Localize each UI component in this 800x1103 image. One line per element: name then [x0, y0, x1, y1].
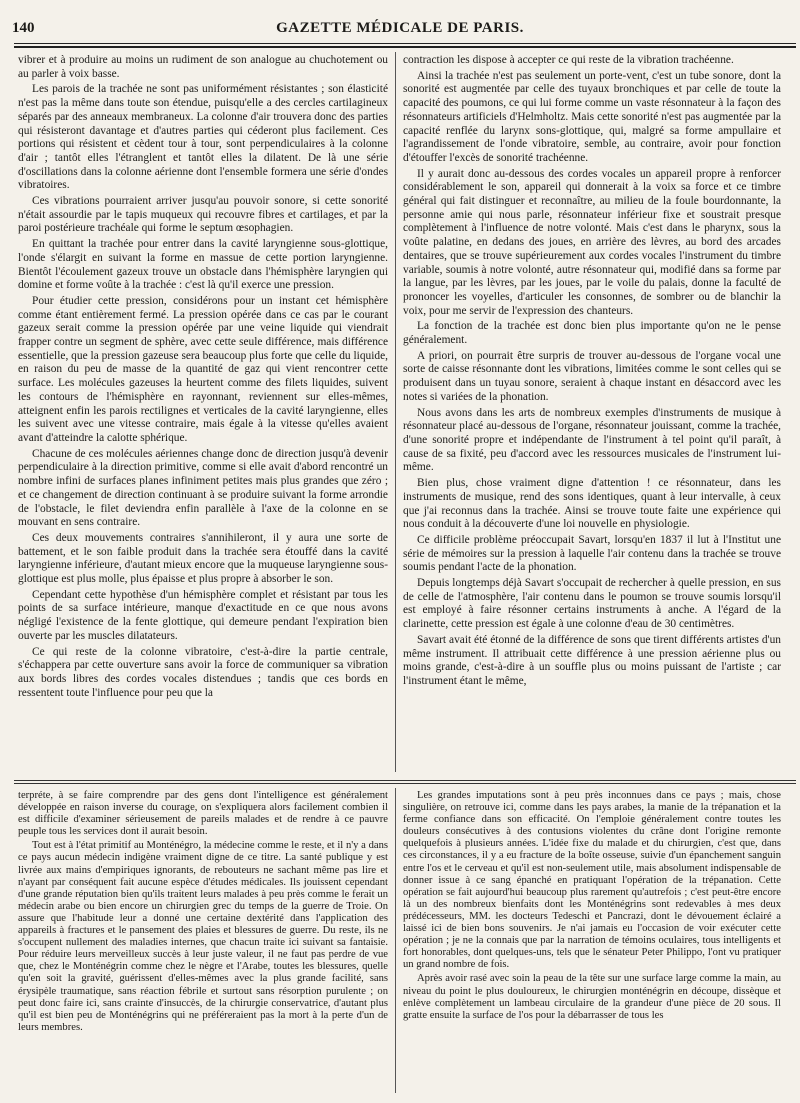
paragraph: Ces deux mouvements contraires s'annihileront, il y aura une sorte de battement, et le son faible produit dans la trachée sera étouffé dans la cavité laryngienne inférieure, d'autant mieux encore que la muqueuse laryngienne sous-glottique est plus molle, plus épaisse et plus propre à absorber le son.	[18, 531, 388, 586]
paragraph: Ce difficile problème préoccupait Savart, lorsqu'en 1837 il lut à l'Institut une série de mémoires sur la pression à laquelle l'air contenu dans la trachée se trouve soumis pendant l'acte de la phonation.	[403, 533, 781, 574]
top-left-column	[18, 54, 388, 772]
page-header	[0, 14, 800, 44]
section-rule-double	[14, 783, 796, 784]
paragraph: Après avoir rasé avec soin la peau de la tête sur une surface large comme la main, au niveau du point le plus douloureux, le chirurgien monténégrin en découpe, dissèque et enlève complètement un lambeau circulaire de la grandeur d'une pièce de 20 sous. Il gratte ensuite la surface de l'os pour la débarrasser de tous les	[403, 973, 781, 1021]
paragraph: Ces vibrations pourraient arriver jusqu'au pouvoir sonore, si cette sonorité n'était assourdie par le tapis muqueux qui recouvre fibres et cartilages, et par la paroi postérieure trachéale qui forme le septum œsophagien.	[18, 195, 388, 235]
paragraph: Les parois de la trachée ne sont pas uniformément résistantes ; son élasticité n'est pas la même dans toute son étendue, puisqu'elle a des cercles cartilagineux séparés par des anneaux membraneux. La colonne d'air trouvera donc des parties qui résisteront davantage et d'autres parties qui céderont plus facilement. Ces portions qui résistent et cèdent tour à tour, sont perpendiculaires à la colonne d'air ; tantôt elles l'étranglent et tantôt elles la dilatent. De là une série d'oscillations dans la colonne aérienne dont l'ensemble formera une série d'ondes vibratoires.	[18, 83, 388, 192]
paragraph: Savart avait été étonné de la différence de sons que tirent différents artistes d'un même instrument. Il attribuait cette différence à une pression aérienne plus ou moins grande, c'est-à-dire à un souffle plus ou moins puissant de l'artiste ; car l'instrument étant le même,	[403, 633, 781, 687]
feuilleton-left-column	[18, 790, 388, 1095]
paragraph: Ainsi la trachée n'est pas seulement un porte-vent, c'est un tube sonore, dont la sonorité est augmentée par celle des tuyaux bronchiques et par celle de toute la capacité des poumons, ce qui lui forme comme un vaste résonnateur à la façon des résonnateurs artificiels d'Helmholtz. Mais cette sonorité n'est pas augmentée par la capacité renflée du larynx sons-glottique, qui, malgré sa forme ampullaire et l'agrandissement de l'onde vibratoire, semble, au contraire, avoir pour fonction d'étouffer l'excès de sonorité trachéenne.	[403, 69, 781, 164]
column-divider	[395, 52, 396, 772]
paragraph: Bien plus, chose vraiment digne d'attention ! ce résonnateur, dans les instruments de musique, rend des sons identiques, quant à leur intervalle, à ceux que j'ai reconnus dans la trachée. Ainsi se trouve toute faite une expérience qui nous conduit à la découverte d'une loi nouvelle en physiologie.	[403, 477, 781, 531]
paragraph: A priori, on pourrait être surpris de trouver au-dessous de l'organe vocal une sorte de caisse résonnante dont les vibrations, limitées comme le sont celles qui se produisent dans un tuyau sonore, seraient à chaque instant en désaccord avec les notes si variées de la phonation.	[403, 349, 781, 403]
paragraph: contraction les dispose à accepter ce qui reste de la vibration trachéenne.	[403, 54, 734, 66]
paragraph: Les grandes imputations sont à peu près inconnues dans ce pays ; mais, chose singulière, on retrouve ici, comme dans les pays arabes, la manie de la trépanation et la ferme confiance dans son efficacité. On l'emploie généralement contre toutes les douleurs consécutives à des contusions violentes du crâne dont l'origine remonte quelquefois à plusieurs années. L'idée fixe du malade et du chirurgien, c'est que, dans ces circonstances, il y a eu fracture de la boîte osseuse, suivie d'un épanchement sanguin entre l'os et le cerveau et qu'il est non-seulement utile, mais absolument indispensable de donner issue à ce sang épanché en pratiquant l'opération de la trépanation. Cette opération se fait aujourd'hui beaucoup plus rarement qu'autrefois ; c'est peut-être encore là un des nombreux bienfaits dont les Monténégrins sont redevables à mes deux prédécesseurs, MM. les docteurs Tedeschi et Pancrazi, dont le dévouement éclairé a laissé ici de bien bons souvenirs. Je n'ai jamais eu l'occasion de voir exécuter cette opération ; je ne la connais que par la narration de témoins oculaires, tous intelligents et fort honorables, dont quelques-uns, tels que le sénateur Peter Philippo, l'ont vu pratiquer un grand nombre de fois.	[403, 790, 781, 971]
page-number: 140	[12, 20, 35, 36]
paragraph: Il y aurait donc au-dessous des cordes vocales un appareil propre à renforcer considérablement le son, appareil qui donnerait à la voix sa force et ce timbre général qui fait distinguer et reconnaître, au milieu de la foule bourdonnante, la personne amie qui nous parle, résonnateur inférieur fixe et soustrait presque complètement à l'influence de notre volonté. Mais c'est dans le pharynx, sous la voûte palatine, en dedans des joues, en arrière des lèvres, au bord des arcades dentaires, que se trouve supérieurement aux cordes vocales l'instrument du timbre variable, soumis à notre volonté, autre résonnateur qui, modifié dans sa forme par la langue, par les lèvres, par les joues, par le voile du palais, donne la faculté de prononcer les voyelles, d'articuler les consonnes, de sombrer ou de blanchir la voix, pour me servir de l'expression des chanteurs.	[403, 167, 781, 317]
paragraph: En quittant la trachée pour entrer dans la cavité laryngienne sous-glottique, l'onde s'élargit en suivant la forme en massue de cette portion laryngienne. Bientôt l'écoulement gazeux trouve un obstacle dans l'hémisphère laryngien qui domine et forme voûte à la trachée : c'est là qu'il exerce une pression.	[18, 238, 388, 292]
paragraph: Depuis longtemps déjà Savart s'occupait de rechercher à quelle pression, en sus de celle de l'atmosphère, l'air contenu dans le poumon se trouve soumis lorsqu'il est employé à faire résonner certains instruments à anche. A l'égard de la clarinette, cette pression est égale à une colonne d'eau de 30 centimètres.	[403, 577, 781, 631]
paragraph: terpréte, à se faire comprendre par des gens dont l'intelligence est généralement développée en raison inverse du courage, on s'expliquera alors facilement combien il est difficile d'examiner sérieusement de pareils malades et de rendre à ce pauvre peuple tous les services dont il aurait besoin.	[18, 790, 388, 838]
paragraph: Ce qui reste de la colonne vibratoire, c'est-à-dire la partie centrale, s'échappera par cette ouverture sans avoir la force de communiquer sa vibration aux bords libres des cordes vocales distendues ; tandis que ces bords en ressentent toute l'influence pour peu que la	[18, 645, 388, 699]
paragraph: vibrer et à produire au moins un rudiment de son analogue au chuchotement ou au parler à voix basse.	[18, 54, 388, 80]
feuilleton-right-column	[403, 790, 781, 1095]
paragraph: La fonction de la trachée est donc bien plus importante qu'on ne le pense généralement.	[403, 320, 781, 347]
paragraph: Chacune de ces molécules aériennes change donc de direction jusqu'à devenir perpendiculaire à la direction primitive, comme si elle avait d'abord rencontré un nombre infini de surfaces planes infiniment petites mais plus grandes que zéro ; et ce changement de direction continuant à se produire suivant la forme arrondie de l'obstacle, le filet deviendra enfin parallèle à l'axe de la colonne en se mouvant en sens contraire.	[18, 447, 388, 529]
header-rule-thick	[14, 46, 796, 48]
column-divider	[395, 788, 396, 1093]
paragraph: Pour étudier cette pression, considérons pour un instant cet hémisphère comme étant entièrement fermé. La pression opérée dans ce cas par le courant gazeux serait comme la pression opérée par une veine liquide qui viendrait frapper contre un segment de sphère, avec cette seule différence, mais différence essentielle, que la pression gazeuse sera beaucoup plus forte que celle du liquide, en raison du peu de masse de la quantité de gaz qui vient rencontrer cette surface. Les molécules gazeuses la heurtent comme des filets liquides, suivent les contours de l'hémisphère en rayonnant, reviennent sur elles-mêmes, atteignent enfin les parois rectilignes et verticales de la cavité laryngienne, elles les suivent avec une vitesse contraire, mais égale à la vitesse qu'elles avaient avant d'atteindre la calotte sphérique.	[18, 294, 388, 444]
top-right-column	[403, 54, 781, 772]
running-title: GAZETTE MÉDICALE DE PARIS.	[276, 20, 524, 36]
header-rule	[14, 43, 796, 44]
paragraph: Cependant cette hypothèse d'un hémisphère complet et résistant par tous les points de sa surface intérieure, manque d'exactitude en ce que nous avons négligé l'existence de la fente glottique, qui demeure pendant l'expiration bien ouverte par les muscles dilatateurs.	[18, 588, 388, 642]
section-rule	[14, 780, 796, 781]
paragraph: Nous avons dans les arts de nombreux exemples d'instruments de musique à résonnateur placé au-dessous de l'organe, résonnateur jouissant, comme la trachée, d'une sonorité propre et indépendante de l'instrument à tel point qu'il paraît, à cause de sa fixité, peu d'accord avec les ressources musicales de l'instrument lui-même.	[403, 406, 781, 474]
paragraph: Tout est à l'état primitif au Monténégro, la médecine comme le reste, et il n'y a dans ce pays aucun médecin indigène vraiment digne de ce titre. La santé publique y est livrée aux mains d'empiriques ignorants, de rebouteurs ne sachant même pas lire et n'ayant par conséquent fait aucune espèce d'études médicales. Ils jouissent cependant d'une grande réputation bien qu'ils traitent leurs malades à peu près comme le ferait un médecin arabe ou bien encore un chirurgien grec du temps de la guerre de Troie. On assure que l'habitude leur a donné une certaine dextérité dans l'application des appareils à fractures et le pansement des plaies et blessures de guerre. Du reste, ils ne s'occupent nullement des maladies internes, que chacun traite ici suivant sa fantaisie. Pour réduire leurs merveilleux succès à leur juste valeur, il ne faut pas perdre de vue que, chez le Monténégrin comme chez le nègre et l'Arabe, toutes les blessures, quelle qu'en soit la gravité, guérissent d'elles-mêmes avec la plus grande facilité, sans érysipèle traumatique, sans réaction fébrile et surtout sans résorption purulente ; on peut donc faire ici, sans crainte d'insuccès, de la chirurgie conservatrice, d'autant plus qu'il est bien peu de Monténégrins qui ne préféreraient pas la mort à la perte d'un de leurs membres.	[18, 840, 388, 1033]
